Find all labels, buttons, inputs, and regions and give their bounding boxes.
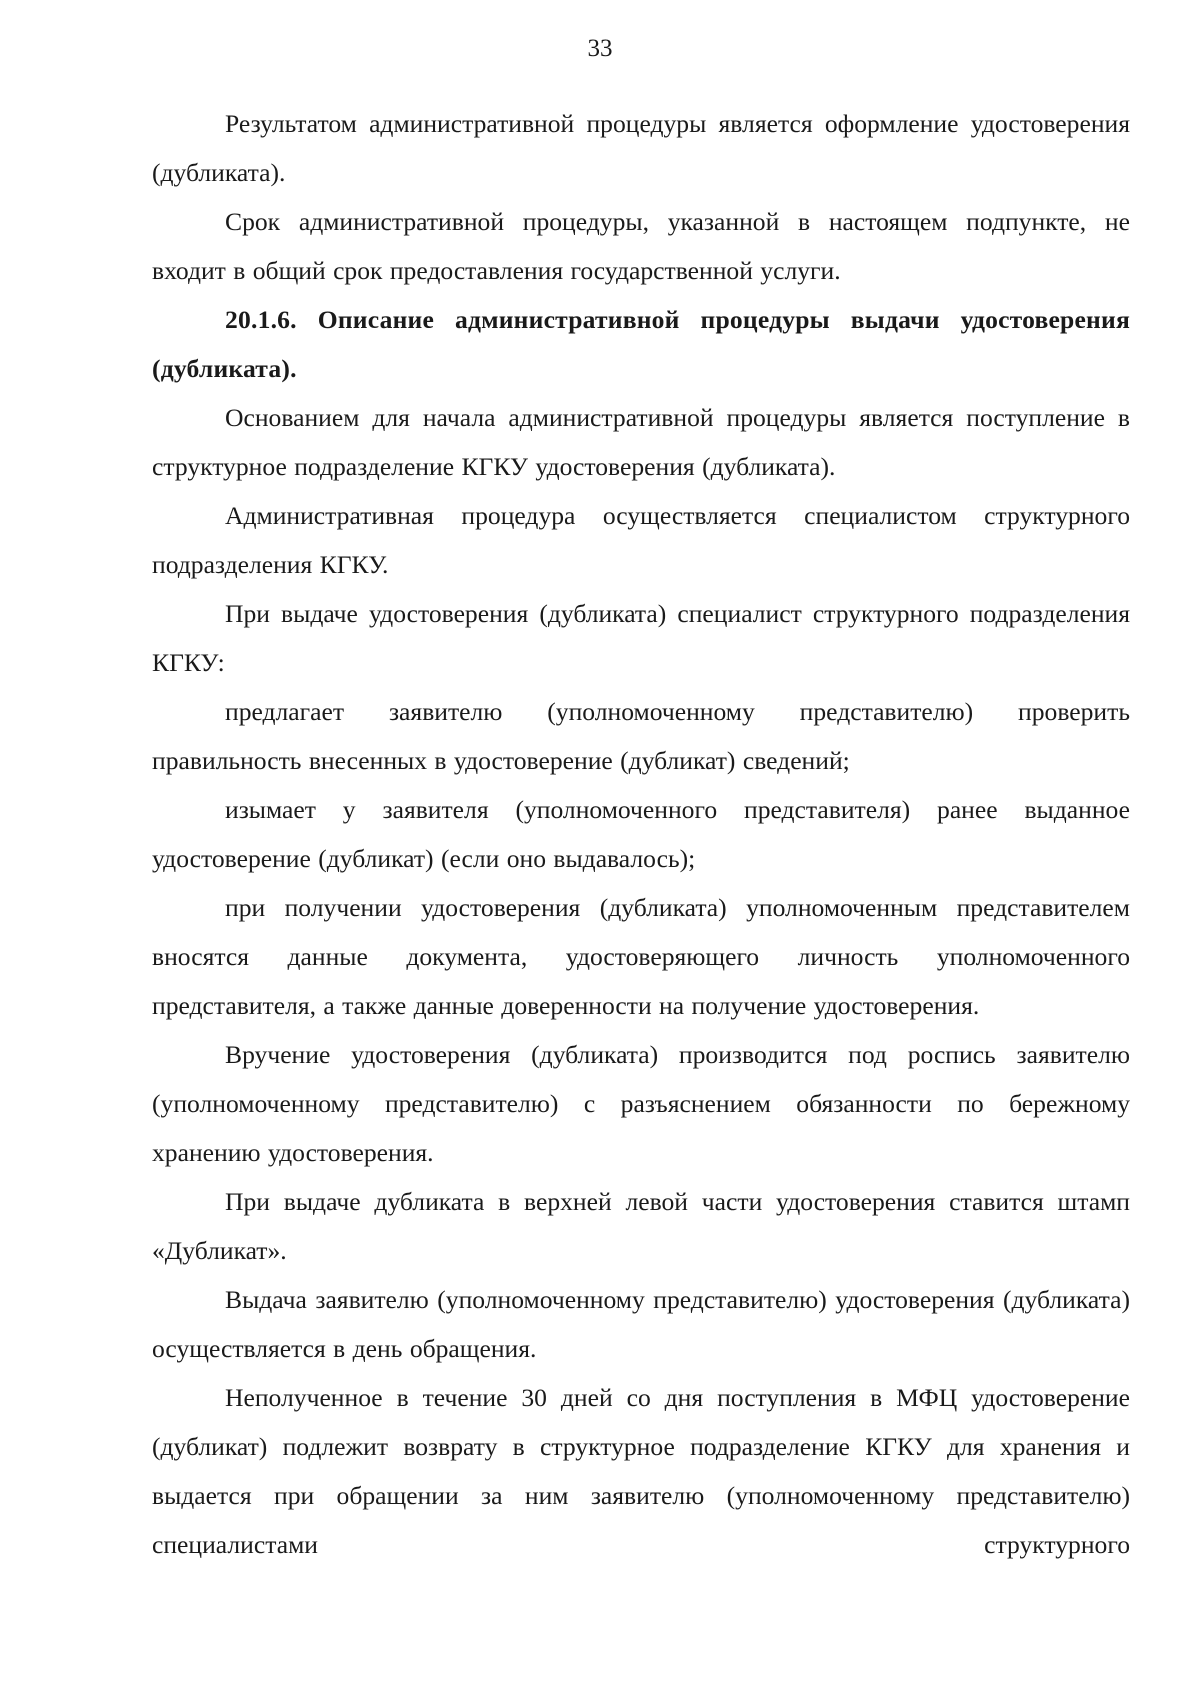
paragraph-stamp: При выдаче дубликата в верхней левой части удостоверения ставится штамп «Дубликат». [152,1187,1130,1265]
paragraph-basis: Основанием для начала административной процедуры является поступление в структурное подразделение КГКУ удостоверения (дубликата). [152,403,1130,481]
paragraph-same-day: Выдача заявителю (уполномоченному представителю) удостоверения (дубликата) осуществляется в день обращения. [152,1285,1130,1363]
paragraph-withdraw: изымает у заявителя (уполномоченного представителя) ранее выданное удостоверение (дубликат) (если оно выдавалось); [152,795,1130,873]
document-body [152,99,1130,1569]
section-heading: 20.1.6. Описание административной процедуры выдачи удостоверения (дубликата). [152,305,1130,383]
paragraph-term: Срок административной процедуры, указанной в настоящем подпункте, не входит в общий срок предоставления государственной услуги. [152,207,1130,285]
paragraph-check-data: предлагает заявителю (уполномоченному представителю) проверить правильность внесенных в удостоверение (дубликат) сведений; [152,697,1130,775]
paragraph-representative: при получении удостоверения (дубликата) уполномоченным представителем вносятся данные документа, удостоверяющего личность уполномоченного представителя, а также данные доверенности на получение удостоверения. [152,893,1130,1020]
paragraph-unclaimed: Неполученное в течение 30 дней со дня поступления в МФЦ удостоверение (дубликат) подлежит возврату в структурное подразделение КГКУ для хранения и выдается при обращении за ним заявителю (уполномоченному представителю) специалистами структурного [152,1383,1130,1559]
paragraph-result: Результатом административной процедуры является оформление удостоверения (дубликата). [152,109,1130,187]
paragraph-executor: Административная процедура осуществляется специалистом структурного подразделения КГКУ. [152,501,1130,579]
page-number: 33 [587,35,613,62]
paragraph-issuance-intro: При выдаче удостоверения (дубликата) специалист структурного подразделения КГКУ: [152,599,1130,677]
paragraph-handover: Вручение удостоверения (дубликата) производится под роспись заявителю (уполномоченному представителю) с разъяснением обязанности по бережному хранению удостоверения. [152,1040,1130,1167]
